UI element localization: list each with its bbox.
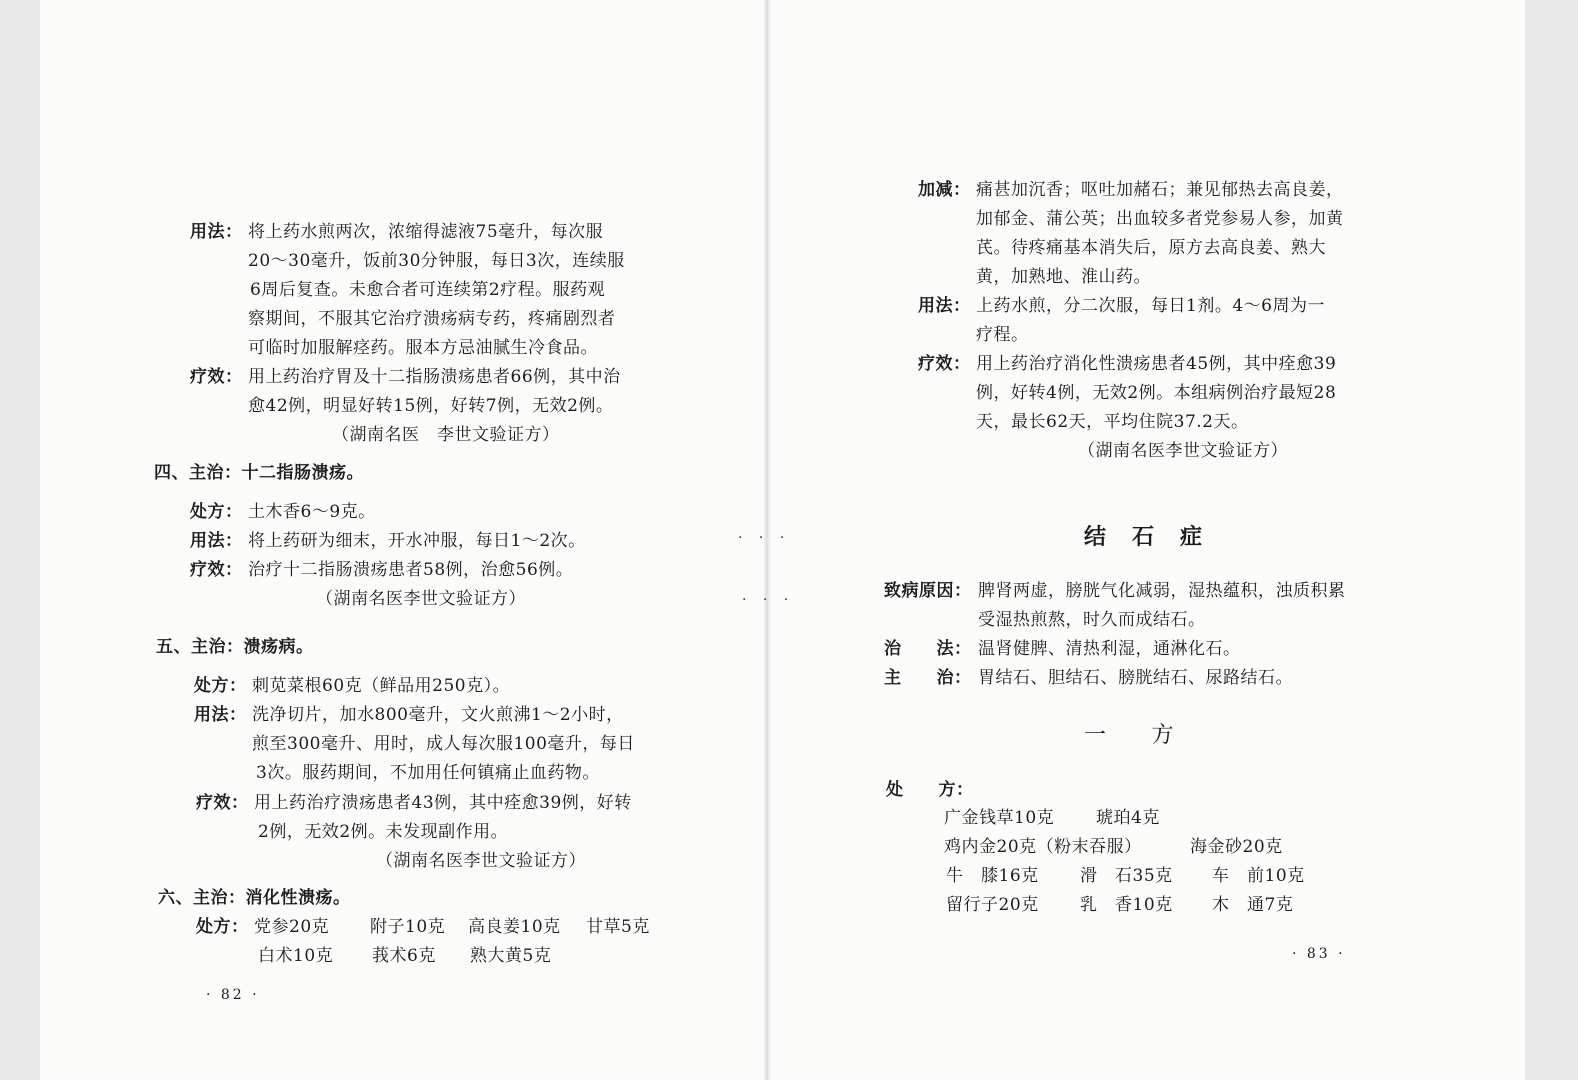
herb-item: 鸡内金20克（粉末吞服） bbox=[944, 837, 1142, 857]
indication-label: 主 治： bbox=[884, 668, 972, 688]
herb-item: 熟大黄5克 bbox=[470, 946, 552, 966]
modification-label: 加减： bbox=[918, 180, 971, 200]
usage-line: 洗净切片，加水800毫升，文火煎沸1～2小时， bbox=[252, 705, 624, 725]
source-citation: （湖南名医李世文验证方） bbox=[1078, 441, 1288, 461]
herb-item: 广金钱草10克 bbox=[944, 808, 1055, 828]
herb-item: 附子10克 bbox=[370, 917, 446, 937]
herb-item: 琥珀4克 bbox=[1096, 808, 1160, 828]
herb-item: 高良姜10克 bbox=[468, 917, 561, 937]
usage-line: 6周后复查。未愈合者可连续第2疗程。服药观 bbox=[250, 280, 606, 300]
prescription-label: 处方： bbox=[194, 676, 247, 696]
usage-line: 察期间，不服其它治疗溃疡病专药，疼痛剧烈者 bbox=[248, 309, 616, 329]
effect-line: 愈42例，明显好转15例，好转7例，无效2例。 bbox=[248, 396, 614, 416]
effect-label: 疗效： bbox=[918, 354, 971, 374]
method-text: 温肾健脾、清热利湿，通淋化石。 bbox=[978, 639, 1241, 659]
usage-line: 将上药研为细末，开水冲服，每日1～2次。 bbox=[248, 531, 586, 551]
usage-line: 20～30毫升，饭前30分钟服，每日3次，连续服 bbox=[248, 251, 625, 271]
indication-text: 胃结石、胆结石、膀胱结石、尿路结石。 bbox=[978, 668, 1293, 688]
usage-label: 用法： bbox=[918, 296, 971, 316]
scan-mark: · · · bbox=[742, 592, 795, 608]
prescription-text: 土木香6～9克。 bbox=[248, 502, 376, 522]
prescription-text: 刺苋菜根60克（鲜品用250克）。 bbox=[252, 676, 511, 696]
effect-line: 天，最长62天，平均住院37.2天。 bbox=[976, 412, 1249, 432]
cause-line: 受湿热煎熬，时久而成结石。 bbox=[978, 610, 1206, 630]
prescription-label: 处方： bbox=[196, 917, 249, 937]
scan-mark: · · · bbox=[738, 530, 791, 546]
usage-label: 用法： bbox=[190, 222, 243, 242]
usage-line: 上药水煎，分二次服，每日1剂。4～6周为一 bbox=[976, 296, 1325, 316]
source-citation: （湖南名医李世文验证方） bbox=[376, 851, 586, 871]
usage-line: 将上药水煎两次，浓缩得滤液75毫升，每次服 bbox=[248, 222, 604, 242]
effect-line: 用上药治疗溃疡患者43例，其中痊愈39例，好转 bbox=[254, 793, 632, 813]
section-title: 五、主治：溃疡病。 bbox=[156, 637, 314, 657]
modification-line: 加郁金、蒲公英；出血较多者党参易人参，加黄 bbox=[976, 209, 1344, 229]
herb-item: 白术10克 bbox=[258, 946, 334, 966]
section-title: 六、主治：消化性溃疡。 bbox=[158, 888, 351, 908]
herb-item: 车 前10克 bbox=[1212, 866, 1305, 886]
modification-line: 痛甚加沉香；呕吐加赭石；兼见郁热去高良姜， bbox=[976, 180, 1344, 200]
section-heading: 结石症 bbox=[1084, 524, 1229, 550]
prescription-label: 处方： bbox=[190, 502, 243, 522]
herb-item: 乳 香10克 bbox=[1080, 895, 1173, 915]
herb-item: 党参20克 bbox=[254, 917, 330, 937]
effect-line: 用上药治疗消化性溃疡患者45例，其中痊愈39 bbox=[976, 354, 1337, 374]
herb-item: 滑 石35克 bbox=[1080, 866, 1173, 886]
page-number: · 83 · bbox=[1292, 946, 1346, 962]
cause-label: 致病原因： bbox=[884, 581, 972, 601]
source-citation: （湖南名医 李世文验证方） bbox=[332, 425, 560, 445]
prescription-label: 处 方： bbox=[886, 780, 974, 800]
effect-line: 用上药治疗胃及十二指肠溃疡患者66例，其中治 bbox=[248, 367, 621, 387]
modification-line: 黄，加熟地、淮山药。 bbox=[976, 267, 1151, 287]
method-label: 治 法： bbox=[884, 639, 972, 659]
usage-line: 3次。服药期间，不加用任何镇痛止血药物。 bbox=[256, 763, 600, 783]
effect-line: 例，好转4例，无效2例。本组病例治疗最短28 bbox=[976, 383, 1337, 403]
formula-heading: 一 方 bbox=[1084, 723, 1175, 748]
herb-item: 木 通7克 bbox=[1212, 895, 1294, 915]
effect-line: 治疗十二指肠溃疡患者58例，治愈56例。 bbox=[248, 560, 574, 580]
usage-line: 可临时加服解痉药。服本方忌油腻生冷食品。 bbox=[248, 338, 598, 358]
usage-label: 用法： bbox=[194, 705, 247, 725]
section-title: 四、主治：十二指肠溃疡。 bbox=[154, 463, 364, 483]
effect-label: 疗效： bbox=[190, 367, 243, 387]
herb-item: 莪术6克 bbox=[372, 946, 436, 966]
effect-label: 疗效： bbox=[190, 560, 243, 580]
usage-label: 用法： bbox=[190, 531, 243, 551]
page-number: · 82 · bbox=[206, 987, 260, 1003]
usage-line: 疗程。 bbox=[976, 325, 1029, 345]
herb-item: 牛 膝16克 bbox=[946, 866, 1039, 886]
effect-line: 2例，无效2例。未发现副作用。 bbox=[258, 822, 509, 842]
herb-item: 海金砂20克 bbox=[1190, 837, 1283, 857]
source-citation: （湖南名医李世文验证方） bbox=[316, 589, 526, 609]
cause-line: 脾肾两虚，膀胱气化减弱，湿热蕴积，浊质积累 bbox=[978, 581, 1346, 601]
effect-label: 疗效： bbox=[196, 793, 249, 813]
usage-line: 煎至300毫升、用时，成人每次服100毫升，每日 bbox=[252, 734, 635, 754]
modification-line: 芪。待疼痛基本消失后，原方去高良姜、熟大 bbox=[976, 238, 1326, 258]
herb-item: 留行子20克 bbox=[946, 895, 1039, 915]
herb-item: 甘草5克 bbox=[586, 917, 650, 937]
